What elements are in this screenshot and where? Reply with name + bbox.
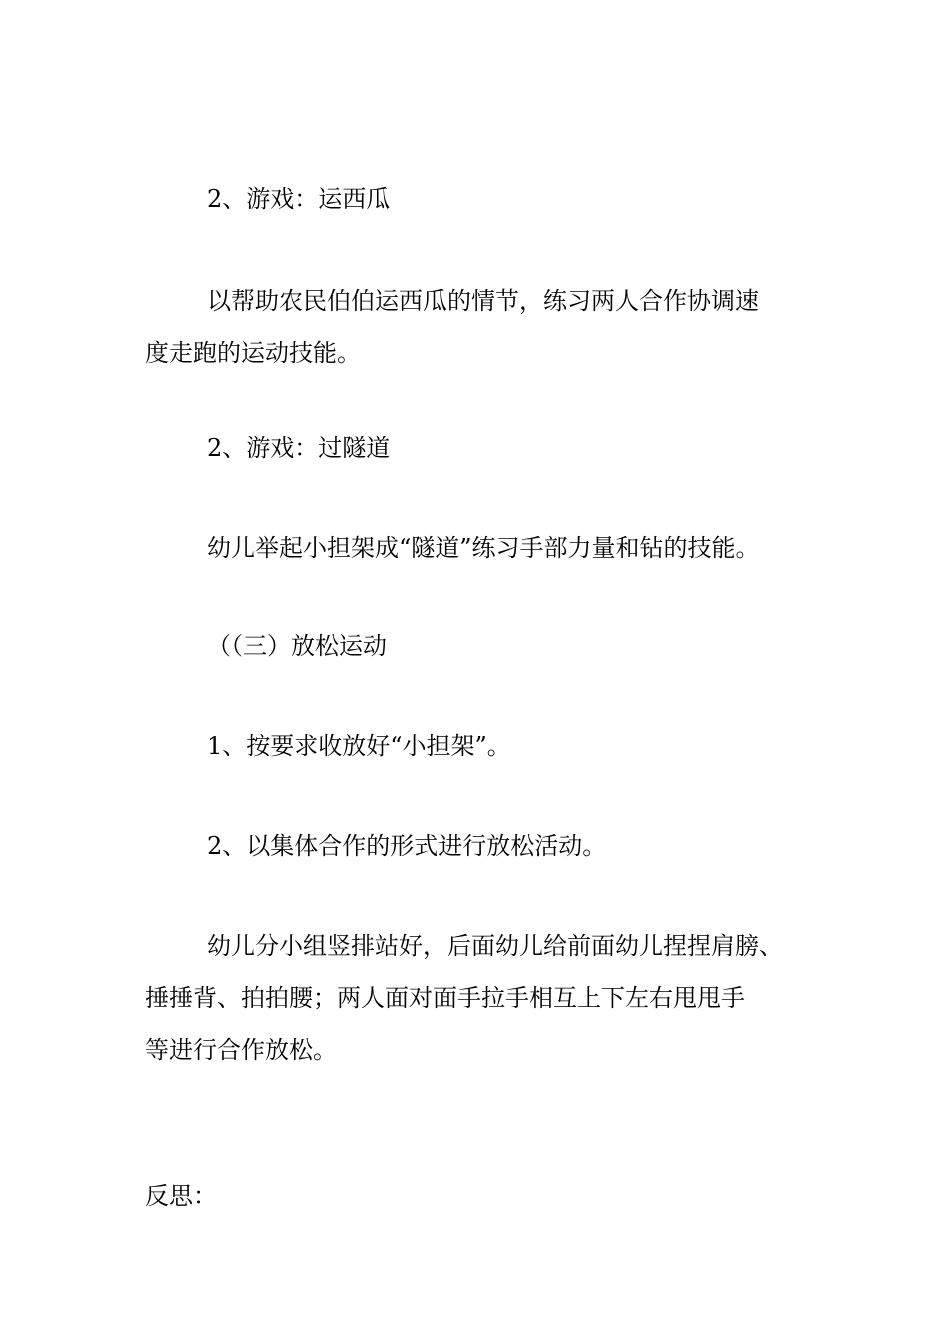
- text-line: 反思：: [145, 1182, 217, 1210]
- text-line: 2、游戏：过隧道: [207, 434, 391, 462]
- paragraph-relax-desc: [145, 920, 835, 1076]
- text-line: 以帮助农民伯伯运西瓜的情节，练习两人合作协调速: [207, 287, 759, 315]
- text-line: （（三）放松运动: [207, 632, 387, 660]
- paragraph-game-watermelon-desc: [145, 275, 835, 379]
- paragraph-reflection-heading: [145, 1170, 835, 1222]
- text-line: 度走跑的运动技能。: [145, 339, 361, 367]
- text-line: 2、以集体合作的形式进行放松活动。: [207, 832, 607, 860]
- text-line: 幼儿分小组竖排站好，后面幼儿给前面幼儿捏捏肩膀、: [207, 932, 783, 960]
- paragraph-relax-step-1: [145, 720, 835, 772]
- text-line: 幼儿举起小担架成“隧道”练习手部力量和钻的技能。: [207, 534, 760, 562]
- text-line: 2、游戏：运西瓜: [207, 185, 391, 213]
- paragraph-game-tunnel-desc: [145, 522, 835, 574]
- paragraph-game-tunnel-title: [145, 422, 835, 474]
- paragraph-game-watermelon-title: [145, 173, 835, 225]
- paragraph-relax-step-2: [145, 820, 835, 872]
- text-line: 等进行合作放松。: [145, 1036, 337, 1064]
- text-line: 1、按要求收放好“小担架”。: [207, 732, 511, 760]
- text-line: 捶捶背、拍拍腰；两人面对面手拉手相互上下左右甩甩手: [145, 984, 745, 1012]
- paragraph-section-relax: [145, 620, 835, 672]
